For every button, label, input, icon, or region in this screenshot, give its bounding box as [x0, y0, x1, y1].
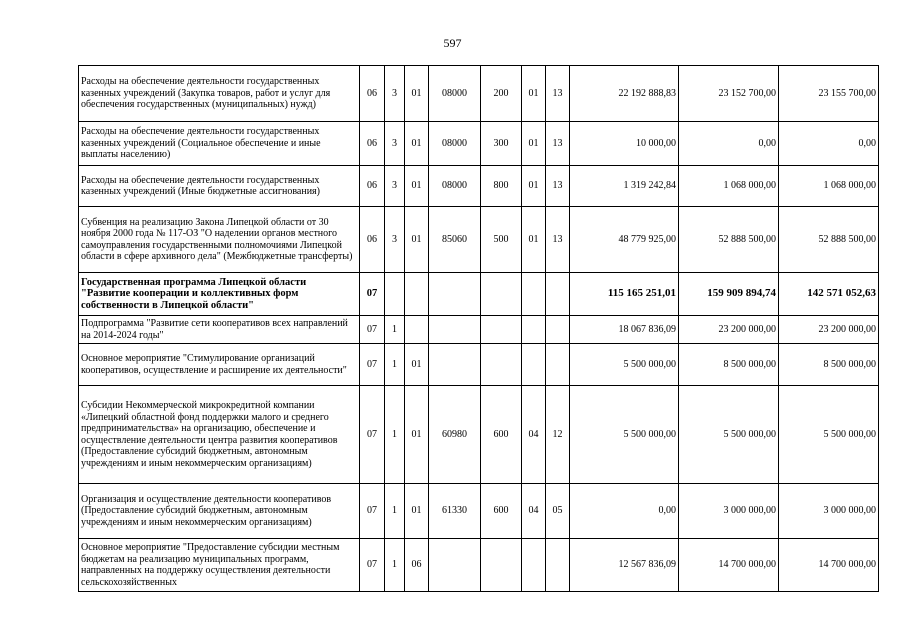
code-section: 07 — [360, 273, 385, 316]
amount-year-2: 8 500 000,00 — [679, 344, 779, 386]
table-row — [79, 122, 879, 166]
code-chapter — [522, 344, 546, 386]
table-row — [79, 539, 879, 592]
amount-year-1: 115 165 251,01 — [570, 273, 679, 316]
amount-year-1: 10 000,00 — [570, 122, 679, 166]
code-chapter: 04 — [522, 386, 546, 484]
code-subprogram: 3 — [385, 166, 405, 207]
code-direction — [429, 273, 481, 316]
amount-year-3: 5 500 000,00 — [779, 386, 879, 484]
amount-year-2: 159 909 894,74 — [679, 273, 779, 316]
amount-year-3: 23 155 700,00 — [779, 66, 879, 122]
code-chapter: 01 — [522, 166, 546, 207]
code-direction: 85060 — [429, 207, 481, 273]
code-subsection — [546, 344, 570, 386]
code-expense-type — [481, 344, 522, 386]
code-chapter — [522, 539, 546, 592]
code-subsection: 13 — [546, 122, 570, 166]
code-section: 07 — [360, 484, 385, 539]
row-description: Основное мероприятие "Стимулирование организаций кооперативов, осуществление и расширение их деятельности" — [79, 344, 360, 386]
code-subsection: 13 — [546, 166, 570, 207]
code-main-activity — [405, 273, 429, 316]
row-description: Организация и осуществление деятельности кооперативов (Предоставление субсидий бюджетным, автономным учреждениям и иным некоммерческим организациям) — [79, 484, 360, 539]
amount-year-1: 48 779 925,00 — [570, 207, 679, 273]
code-section: 06 — [360, 66, 385, 122]
table-row — [79, 273, 879, 316]
code-main-activity: 01 — [405, 122, 429, 166]
amount-year-2: 23 152 700,00 — [679, 66, 779, 122]
code-subprogram: 1 — [385, 539, 405, 592]
table-row — [79, 66, 879, 122]
code-direction — [429, 316, 481, 344]
amount-year-2: 0,00 — [679, 122, 779, 166]
code-subsection — [546, 316, 570, 344]
row-description: Основное мероприятие "Предоставление субсидии местным бюджетам на реализацию муниципальных программ, направленных на поддержку осуществления деятельности сельскохозяйственных — [79, 539, 360, 592]
code-subprogram — [385, 273, 405, 316]
amount-year-3: 52 888 500,00 — [779, 207, 879, 273]
amount-year-2: 23 200 000,00 — [679, 316, 779, 344]
table-row — [79, 207, 879, 273]
code-main-activity: 06 — [405, 539, 429, 592]
code-subsection: 12 — [546, 386, 570, 484]
code-chapter: 01 — [522, 66, 546, 122]
amount-year-1: 12 567 836,09 — [570, 539, 679, 592]
code-chapter — [522, 316, 546, 344]
code-section: 07 — [360, 539, 385, 592]
code-subsection: 05 — [546, 484, 570, 539]
code-expense-type — [481, 316, 522, 344]
code-expense-type: 200 — [481, 66, 522, 122]
row-description: Расходы на обеспечение деятельности государственных казенных учреждений (Закупка товаров, работ и услуг для обеспечения государственных (муниципальных) нужд) — [79, 66, 360, 122]
code-direction: 08000 — [429, 66, 481, 122]
code-section: 06 — [360, 166, 385, 207]
code-expense-type: 600 — [481, 386, 522, 484]
amount-year-3: 0,00 — [779, 122, 879, 166]
row-description: Субсидии Некоммерческой микрокредитной компании «Липецкий областной фонд поддержки малого и среднего предпринимательства» на организацию, обеспечение и осуществление деятельности центра развития кооперативов (Предоставление субсидий бюджетным, автономным учреждениям и иным некоммерческим организациям) — [79, 386, 360, 484]
page-number: 597 — [443, 36, 462, 50]
code-main-activity: 01 — [405, 207, 429, 273]
code-expense-type: 300 — [481, 122, 522, 166]
code-main-activity: 01 — [405, 344, 429, 386]
table-row — [79, 344, 879, 386]
amount-year-3: 3 000 000,00 — [779, 484, 879, 539]
code-subsection — [546, 273, 570, 316]
table-row — [79, 484, 879, 539]
amount-year-3: 14 700 000,00 — [779, 539, 879, 592]
code-subprogram: 1 — [385, 386, 405, 484]
table-row — [79, 386, 879, 484]
amount-year-1: 5 500 000,00 — [570, 386, 679, 484]
code-section: 07 — [360, 316, 385, 344]
code-subprogram: 1 — [385, 316, 405, 344]
row-description: Подпрограмма "Развитие сети кооперативов всех направлений на 2014-2024 годы" — [79, 316, 360, 344]
table-row — [79, 316, 879, 344]
code-expense-type — [481, 273, 522, 316]
code-expense-type: 500 — [481, 207, 522, 273]
code-main-activity: 01 — [405, 66, 429, 122]
code-main-activity — [405, 316, 429, 344]
code-chapter: 01 — [522, 207, 546, 273]
code-subprogram: 3 — [385, 66, 405, 122]
budget-table — [78, 65, 879, 592]
row-description: Государственная программа Липецкой области "Развитие кооперации и коллективных форм собственности в Липецкой области" — [79, 273, 360, 316]
amount-year-3: 8 500 000,00 — [779, 344, 879, 386]
code-section: 06 — [360, 207, 385, 273]
code-subprogram: 3 — [385, 122, 405, 166]
code-chapter: 01 — [522, 122, 546, 166]
code-direction: 08000 — [429, 166, 481, 207]
amount-year-2: 1 068 000,00 — [679, 166, 779, 207]
amount-year-1: 0,00 — [570, 484, 679, 539]
amount-year-2: 14 700 000,00 — [679, 539, 779, 592]
code-direction: 08000 — [429, 122, 481, 166]
table-row — [79, 166, 879, 207]
amount-year-2: 5 500 000,00 — [679, 386, 779, 484]
code-subsection — [546, 539, 570, 592]
code-main-activity: 01 — [405, 166, 429, 207]
code-subprogram: 1 — [385, 484, 405, 539]
code-subprogram: 1 — [385, 344, 405, 386]
code-section: 07 — [360, 344, 385, 386]
amount-year-2: 52 888 500,00 — [679, 207, 779, 273]
code-direction — [429, 344, 481, 386]
code-expense-type: 800 — [481, 166, 522, 207]
amount-year-3: 142 571 052,63 — [779, 273, 879, 316]
code-subprogram: 3 — [385, 207, 405, 273]
code-direction: 60980 — [429, 386, 481, 484]
code-expense-type — [481, 539, 522, 592]
code-subsection: 13 — [546, 207, 570, 273]
amount-year-1: 1 319 242,84 — [570, 166, 679, 207]
code-direction — [429, 539, 481, 592]
code-section: 07 — [360, 386, 385, 484]
amount-year-1: 5 500 000,00 — [570, 344, 679, 386]
code-chapter — [522, 273, 546, 316]
code-expense-type: 600 — [481, 484, 522, 539]
amount-year-2: 3 000 000,00 — [679, 484, 779, 539]
code-section: 06 — [360, 122, 385, 166]
code-direction: 61330 — [429, 484, 481, 539]
row-description: Субвенция на реализацию Закона Липецкой области от 30 ноября 2000 года № 117-ОЗ "О наделении органов местного самоуправления государственными полномочиями Липецкой области в сфере архивного дела" (Межбюджетные трансферты) — [79, 207, 360, 273]
amount-year-3: 23 200 000,00 — [779, 316, 879, 344]
amount-year-3: 1 068 000,00 — [779, 166, 879, 207]
code-main-activity: 01 — [405, 484, 429, 539]
code-subsection: 13 — [546, 66, 570, 122]
code-chapter: 04 — [522, 484, 546, 539]
amount-year-1: 18 067 836,09 — [570, 316, 679, 344]
amount-year-1: 22 192 888,83 — [570, 66, 679, 122]
code-main-activity: 01 — [405, 386, 429, 484]
row-description: Расходы на обеспечение деятельности государственных казенных учреждений (Социальное обеспечение и иные выплаты населению) — [79, 122, 360, 166]
row-description: Расходы на обеспечение деятельности государственных казенных учреждений (Иные бюджетные ассигнования) — [79, 166, 360, 207]
budget-table-body — [79, 66, 879, 592]
